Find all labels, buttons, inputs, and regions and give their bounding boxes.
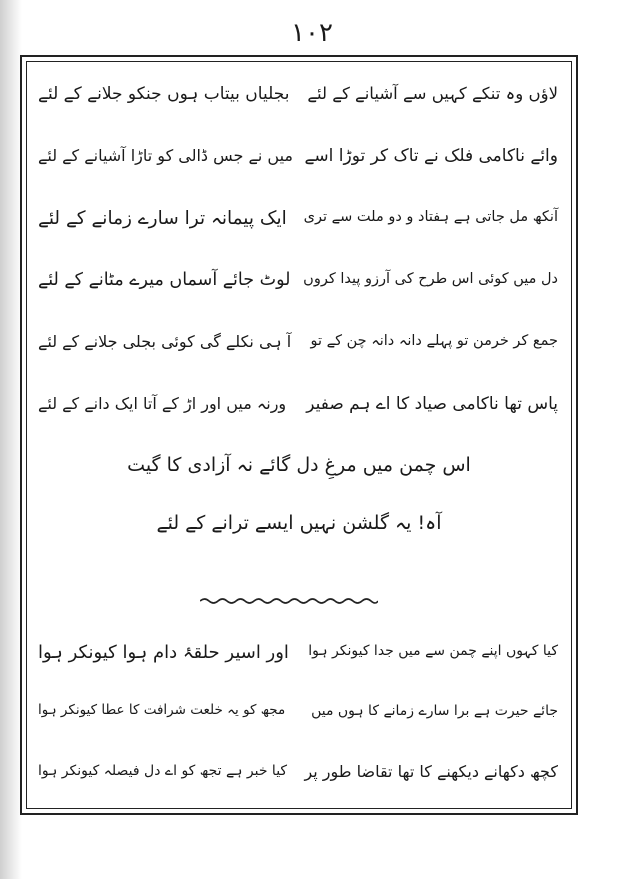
verse-6-first: پاس تھا ناکامی صیاد کا اے ہم صفیر xyxy=(306,394,558,414)
closing-verse-second: آہ! یہ گلشن نہیں ایسے ترانے کے لئے xyxy=(156,512,442,534)
verse-4-first: دل میں کوئی اس طرح کی آرزو پیدا کروں xyxy=(303,271,558,287)
verse-3-second: ایک پیمانہ ترا سارے زمانے کے لئے xyxy=(38,208,287,229)
poem2-verse-1-second: اور اسیر حلقۂ دام ہوا کیونکر ہوا xyxy=(38,642,289,663)
verse-3-first: آنکھ مل جاتی ہے ہفتاد و دو ملت سے تری xyxy=(303,209,558,225)
closing-verse-first: اس چمن میں مرغِ دل گائے نہ آزادی کا گیت xyxy=(127,454,471,476)
verse-2-second: میں نے جس ڈالی کو تاڑا آشیانے کے لئے xyxy=(38,146,293,165)
verse-4-second: لوٹ جائے آسماں میرے مٹانے کے لئے xyxy=(38,270,291,290)
poem2-verse-3-first: کچھ دکھانے دیکھنے کا تھا تقاضا طور پر xyxy=(304,762,558,781)
verse-1-second: بجلیاں بیتاب ہوں جنکو جلانے کے لئے xyxy=(38,84,290,104)
wavy-divider xyxy=(200,596,378,606)
verse-5-second: آ ہی نکلے گی کوئی بجلی جلانے کے لئے xyxy=(38,332,292,351)
verse-5-first: جمع کر خرمن تو پہلے دانہ دانہ چن کے تو xyxy=(310,333,558,349)
verse-6-second: ورنہ میں اور اڑ کے آتا ایک دانے کے لئے xyxy=(38,394,287,413)
page-number: ۱۰۲ xyxy=(291,18,333,48)
verse-2-first: وائے ناکامی فلک نے تاک کر توڑا اسے xyxy=(304,146,558,166)
page-binding-edge xyxy=(0,0,22,879)
poem2-verse-2-second: مجھ کو یہ خلعت شرافت کا عطا کیونکر ہوا xyxy=(38,702,286,718)
poem2-verse-1-first: کیا کہوں اپنے چمن سے میں جدا کیونکر ہوا xyxy=(308,643,558,659)
poem2-verse-2-first: جائے حیرت ہے برا سارے زمانے کا ہوں میں xyxy=(311,703,558,719)
verse-1-first: لاؤں وہ تنکے کہیں سے آشیانے کے لئے xyxy=(307,84,558,103)
page-border-inner xyxy=(26,61,572,809)
poem2-verse-3-second: کیا خبر ہے تجھ کو اے دل فیصلہ کیونکر ہوا xyxy=(38,763,288,779)
